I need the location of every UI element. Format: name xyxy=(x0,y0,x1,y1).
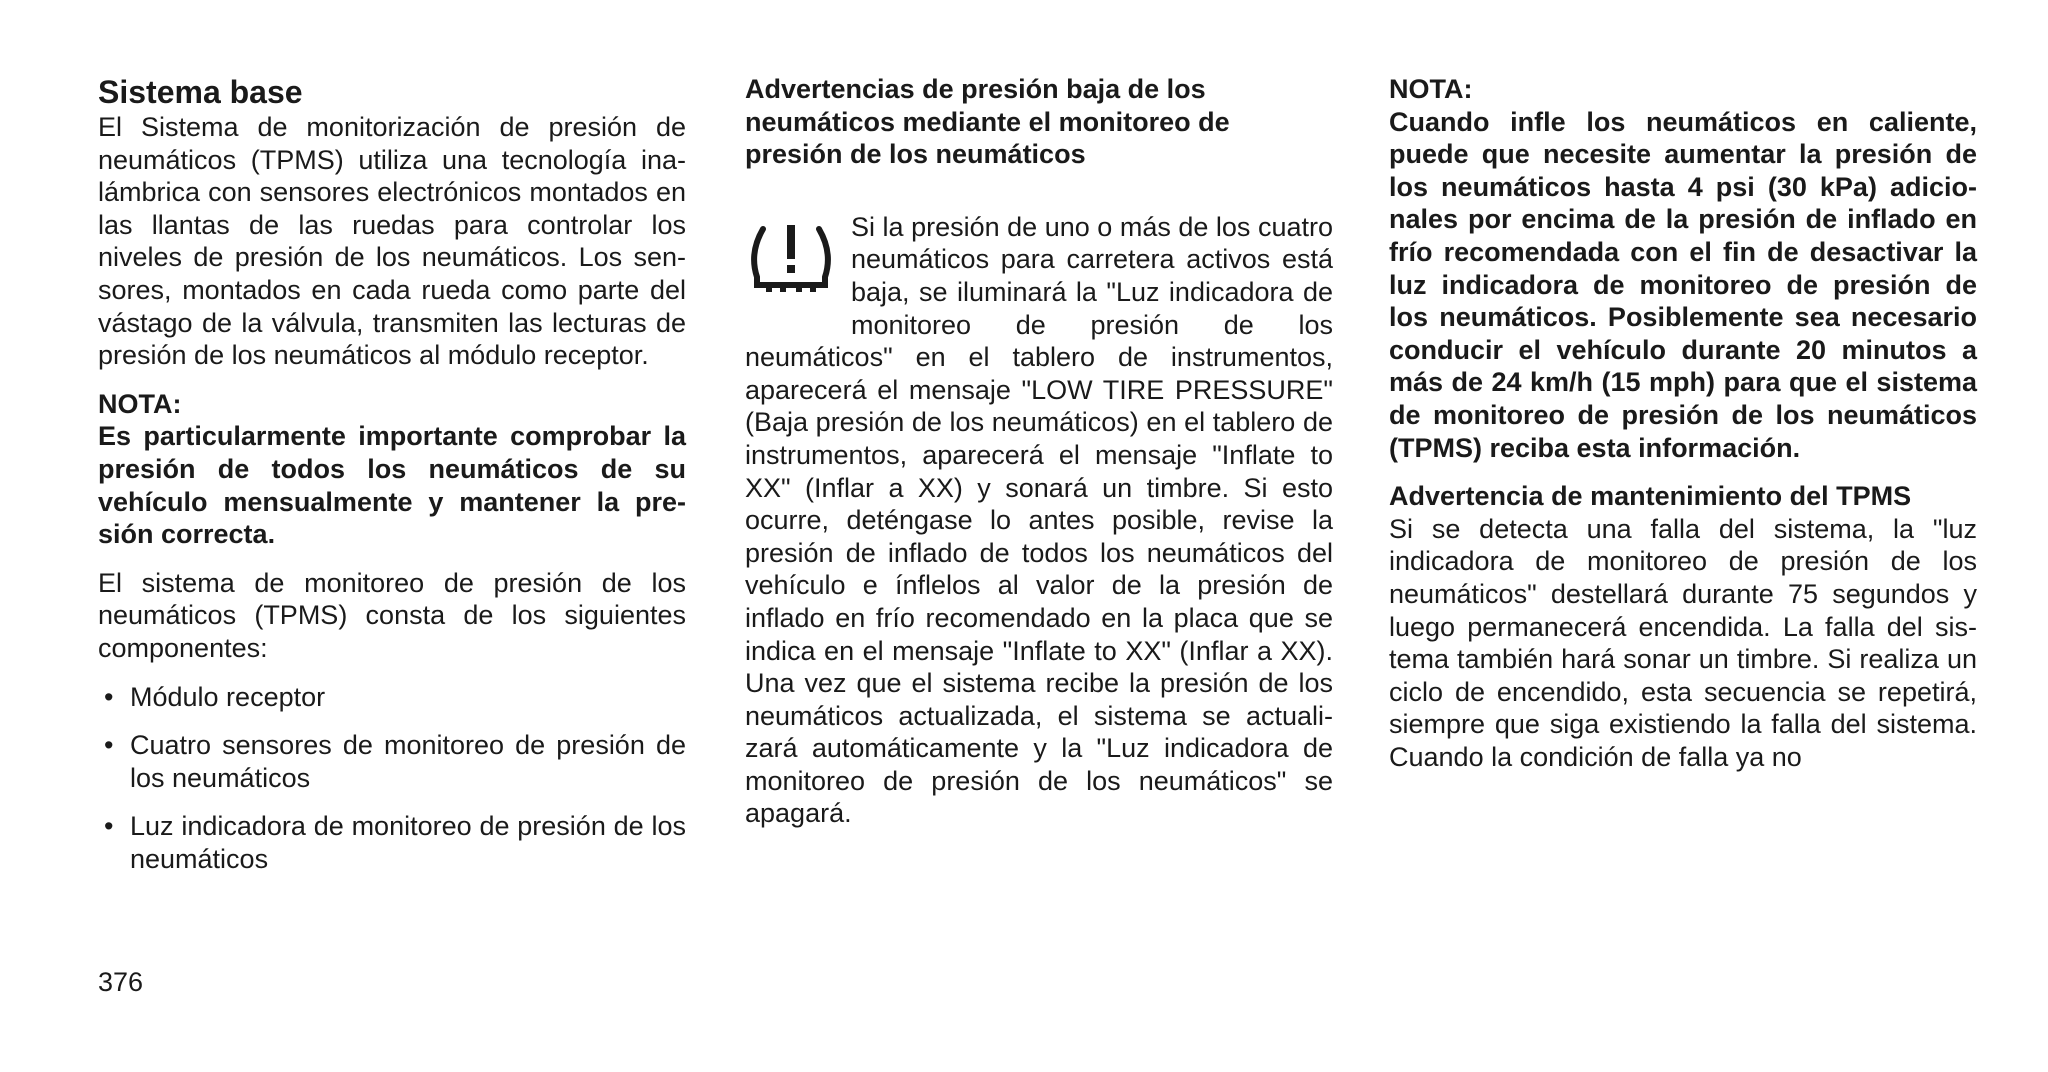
bullet: • xyxy=(104,811,114,842)
note-label: NOTA: xyxy=(98,388,182,419)
note-label: NOTA: xyxy=(1389,74,1473,104)
bullet: • xyxy=(104,730,114,761)
list-item-text: Luz indicadora de monitoreo de presión de los neumáticos xyxy=(130,811,686,874)
note-text: Es particularmente importante comprobar la presión de todos los neumáticos de su vehículo mensualmente y mantener la presión correcta. xyxy=(98,421,686,550)
note-text: Cuando infle los neumáticos en caliente, puede que necesite aumentar la presión de los neumáticos hasta 4 psi (30 kPa) adicionales por encima de la presión de inflado en frío recomendada con el fin de desactivar la luz indicadora de monitoreo de presión de los neumáticos. Posiblemente sea necesario conducir el vehículo durante 20 minutos a más de 24 km/h (15 mph) para que el sistema de monitoreo de presión de los neumáticos (TPMS) reciba esta información. xyxy=(1389,106,1977,463)
warning-block xyxy=(745,211,1333,830)
column-right xyxy=(1389,73,1977,773)
intro-paragraph: El Sistema de monitorización de presión de neumáticos (TPMS) utiliza una tecnología inalámbrica con sensores electrónicos montados en las llantas de las ruedas para controlar los niveles de presión de los neumáticos. Los sensores, montados en cada rueda como parte del vástago de la válvula, transmiten las lecturas de presión de los neumáticos al módulo receptor. xyxy=(98,112,686,371)
warning-text: Si la presión de uno o más de los cuatro neumáticos para carretera activos está baja, se iluminará la "Luz indicadora de monitoreo de presión de los neumáticos" en el tablero de instrumentos, aparecerá el mensaje "LOW TIRE PRESSURE" (Baja presión de los neumáticos) en el tablero de instrumentos, aparecerá el mensaje "Inflate to XX" (Inflar a XX) y sonará un timbre. Si esto ocurre, deténgase lo antes posible, revise la presión de inflado de todos los neumáticos del vehículo e ínflelos al valor de la presión de inflado en frío recomendado en la placa que se indica en el mensaje "Inflate to XX" (Inflar a XX). Una vez que el sistema recibe la presión de los neumáticos actualizada, el sistema se actualizará automáticamente y la "Luz indicadora de monitoreo de presión de los neumáticos" se apagará. xyxy=(745,211,1333,829)
bullet: • xyxy=(104,681,114,712)
section-title: Sistema base xyxy=(98,74,303,110)
column-left xyxy=(98,73,686,875)
maintenance-text: Si se detecta una falla del sistema, la "luz indicadora de monitoreo de presión de los neumáticos" destellará durante 75 segundos y luego permanecerá encendida. La falla del sistema también hará sonar un timbre. Si realiza un ciclo de encendido, esta secuencia se repetirá, siempre que siga existiendo la falla del sistema. Cuando la condición de falla ya no xyxy=(1389,513,1977,772)
tpms-warning-icon xyxy=(745,215,837,305)
page-number: 376 xyxy=(98,967,144,997)
list-item-text: Cuatro sensores de monitoreo de presión de los neumáticos xyxy=(130,730,686,793)
list-item-text: Módulo receptor xyxy=(130,681,326,712)
list-item xyxy=(98,810,686,875)
components-intro: El sistema de monitoreo de presión de los neumáticos (TPMS) consta de los siguientes componentes: xyxy=(98,567,686,663)
list-item xyxy=(98,729,686,794)
components-list xyxy=(98,681,686,876)
warning-heading: Advertencias de presión baja de los neumáticos mediante el monitoreo de presión de los neumáticos xyxy=(745,74,1230,170)
maintenance-heading: Advertencia de mantenimiento del TPMS xyxy=(1389,481,1912,512)
list-item xyxy=(98,681,686,714)
column-middle xyxy=(745,73,1333,830)
